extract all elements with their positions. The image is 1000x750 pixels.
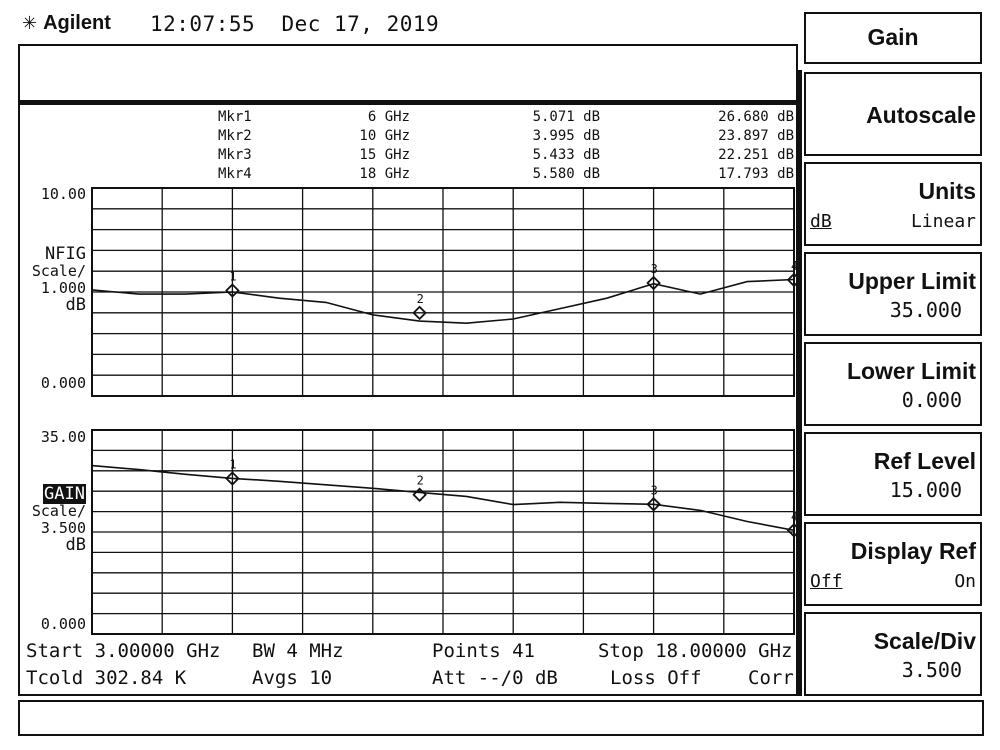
nfig-top-value: 10.00 [40, 185, 86, 203]
nfig-bottom-value: 0.000 [40, 374, 86, 392]
upper-limit-value: 35.000 [889, 298, 962, 322]
autoscale-button[interactable] [804, 72, 982, 156]
scale-div-label: Scale/Div [873, 628, 976, 654]
marker-freqs [320, 108, 410, 184]
marker-name: Mkr3 [218, 147, 252, 163]
ref-level-value: 15.000 [889, 478, 962, 502]
display-ref-label: Display Ref [850, 538, 976, 564]
starburst-icon: ✳ [22, 13, 38, 33]
time-display: 12:07:55 [150, 12, 256, 36]
gain-marker-2 [414, 489, 426, 501]
status-message-bar [18, 700, 984, 736]
units-option-linear: Linear [910, 211, 976, 232]
display-ref-button[interactable] [804, 522, 982, 606]
marker-name: Mkr1 [218, 109, 252, 125]
autoscale-label: Autoscale [866, 102, 976, 128]
nfig-label: NFIG [45, 244, 86, 264]
lower-limit-button[interactable] [804, 342, 982, 426]
nfig-scale-block [14, 246, 86, 314]
nfig-unit: dB [65, 295, 86, 315]
loss-status: Loss Off [610, 667, 702, 689]
tcold: Tcold 302.84 K [26, 667, 187, 689]
upper-limit-label: Upper Limit [848, 268, 976, 294]
gain-marker-label-2: 2 [416, 473, 424, 488]
gain-marker-label-4: 4 [791, 509, 799, 524]
gain-scale-block [14, 486, 86, 554]
gain-marker-label-1: 1 [229, 457, 237, 472]
marker-name: Mkr2 [218, 128, 252, 144]
marker-gain: 26.680 dB [718, 109, 794, 125]
gain-label: GAIN [44, 484, 85, 504]
stop-freq: Stop 18.00000 GHz [598, 640, 793, 662]
upper-limit-button[interactable] [804, 252, 982, 336]
datetime [150, 12, 439, 36]
nfig-scale-value: 1.000 [40, 279, 86, 297]
gain-marker-label-3: 3 [650, 483, 658, 498]
marker-gain-values [660, 108, 794, 184]
attenuation: Att --/0 dB [432, 667, 558, 689]
marker-freq: 18 GHz [359, 166, 410, 182]
softkey-divider [798, 70, 802, 696]
nfig-marker-label-1: 1 [229, 269, 237, 284]
marker-gain: 23.897 dB [718, 128, 794, 144]
brand-logo [22, 12, 111, 35]
gain-scale-label: Scale/ [31, 502, 86, 520]
display-ref-option-on: On [954, 571, 976, 592]
ref-level-label: Ref Level [873, 448, 976, 474]
ref-level-button[interactable] [804, 432, 982, 516]
marker-freq: 6 GHz [367, 109, 410, 125]
scale-div-value: 3.500 [901, 658, 962, 682]
nfig-graph [90, 186, 799, 398]
averages: Avgs 10 [252, 667, 333, 689]
date-display: Dec 17, 2019 [281, 12, 440, 36]
nfig-marker-label-4: 4 [791, 258, 799, 273]
marker-nfig: 5.071 dB [532, 109, 600, 125]
lower-limit-value: 0.000 [901, 388, 962, 412]
marker-freq: 15 GHz [359, 147, 410, 163]
points: Points 41 [432, 640, 535, 662]
gain-unit: dB [65, 535, 86, 555]
start-freq: Start 3.00000 GHz [26, 640, 221, 662]
marker-gain: 22.251 dB [718, 147, 794, 163]
nfig-marker-label-3: 3 [650, 261, 658, 276]
nfig-scale-label: Scale/ [31, 262, 86, 280]
lower-limit-label: Lower Limit [846, 358, 976, 384]
corr-status: Corr [748, 667, 794, 689]
bandwidth: BW 4 MHz [252, 640, 344, 662]
marker-nfig: 5.433 dB [532, 147, 600, 163]
marker-nfig: 5.580 dB [532, 166, 600, 182]
gain-scale-value: 3.500 [40, 519, 86, 537]
gain-bottom-value: 0.000 [40, 615, 86, 633]
gain-graph [90, 428, 799, 636]
menu-title-gain [804, 12, 982, 64]
display-ref-option-off: Off [810, 571, 843, 592]
nfig-marker-label-2: 2 [416, 291, 424, 306]
marker-freq: 10 GHz [359, 128, 410, 144]
marker-names [218, 108, 268, 184]
units-label: Units [918, 178, 976, 204]
marker-name: Mkr4 [218, 166, 252, 182]
units-option-db: dB [810, 211, 832, 232]
active-function-area [18, 44, 798, 102]
marker-nfig: 3.995 dB [532, 128, 600, 144]
scale-div-button[interactable] [804, 612, 982, 696]
units-button[interactable] [804, 162, 982, 246]
brand-name: Agilent [43, 12, 111, 34]
gain-top-value: 35.00 [40, 428, 86, 446]
marker-nfig-values [480, 108, 600, 184]
marker-gain: 17.793 dB [718, 166, 794, 182]
menu-title-label: Gain [867, 24, 919, 50]
